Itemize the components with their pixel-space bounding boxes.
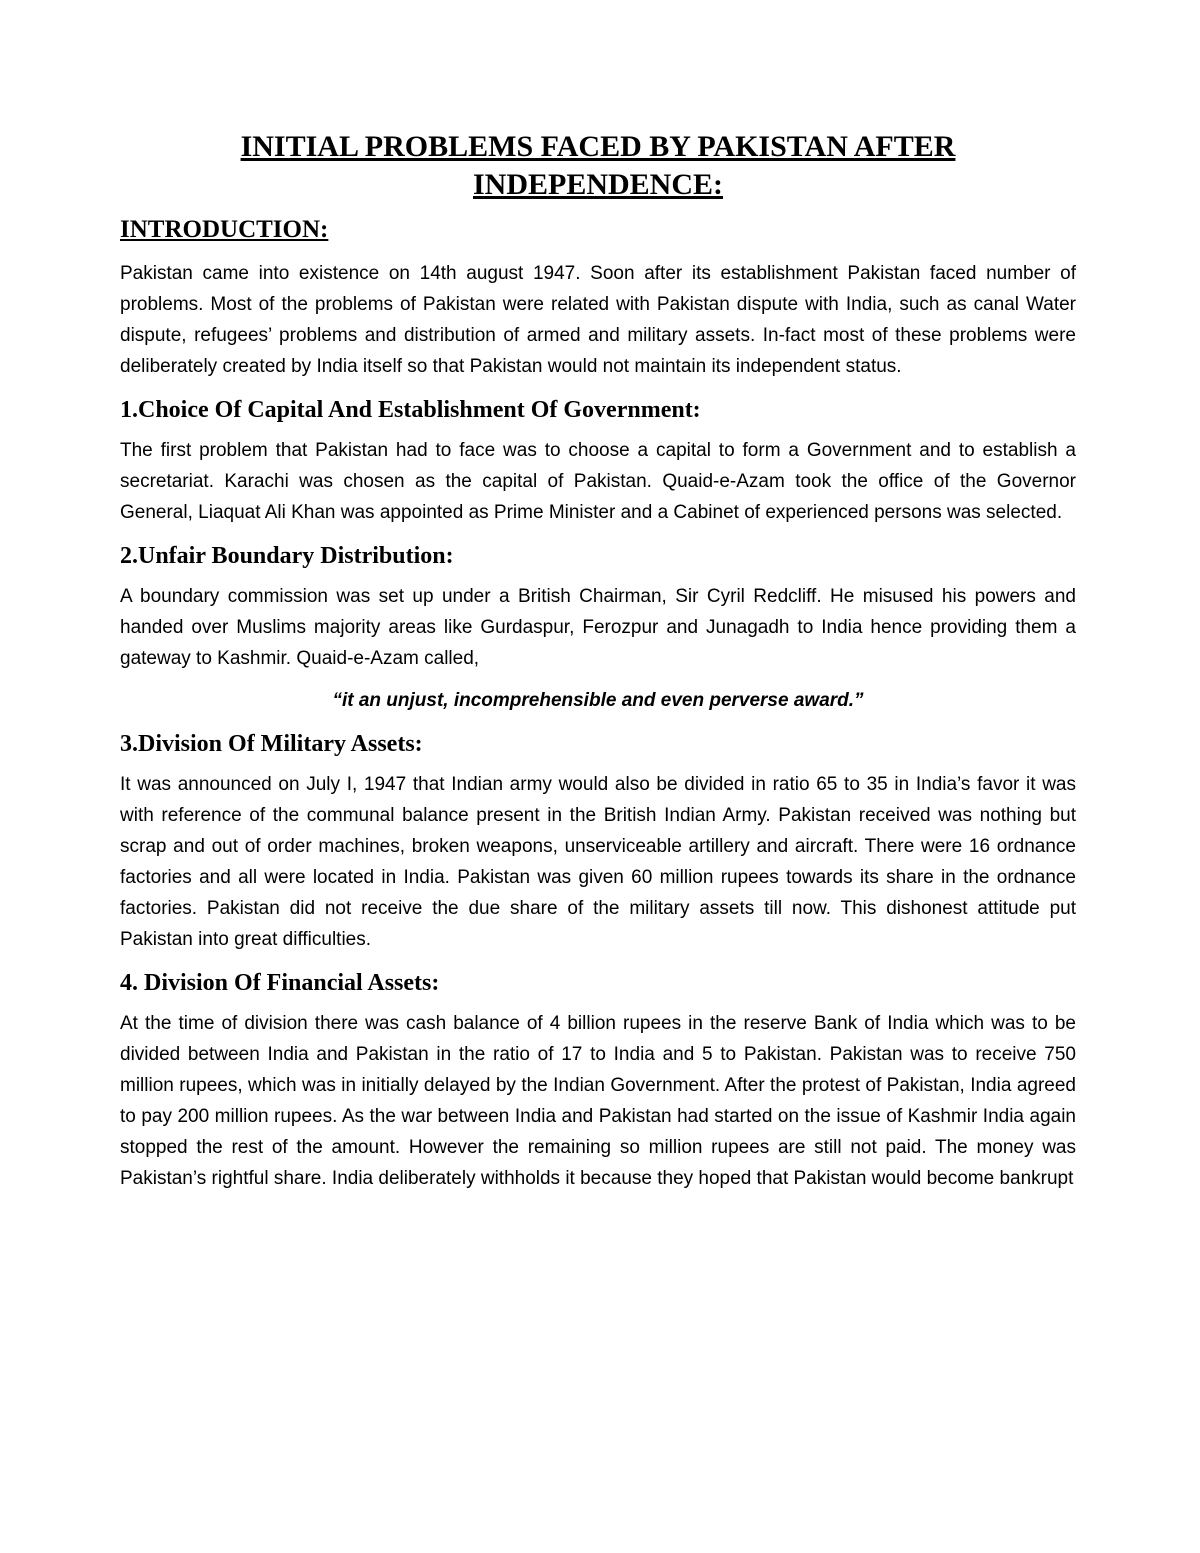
section-2-quote: “it an unjust, incomprehensible and even perverse award.”	[332, 690, 864, 711]
section-1-paragraph: The first problem that Pakistan had to face was to choose a capital to form a Government and to establish a secretariat. Karachi was chosen as the capital of Pakistan. Quaid-e-Azam took the office of the Governor General, Liaquat Ali Khan was appointed as Prime Minister and a Cabinet of experienced persons was selected.	[120, 440, 1076, 523]
intro-heading: INTRODUCTION:	[120, 216, 329, 243]
section-3-paragraph: It was announced on July I, 1947 that Indian army would also be divided in ratio 65 to 35 in India’s favor it was with reference of the communal balance present in the British Indian Army. Pakistan received was nothing but scrap and out of order machines, broken weapons, unserviceable artillery and aircraft. There were 16 ordnance factories and all were located in India. Pakistan was given 60 million rupees towards its share in the ordnance factories. Pakistan did not receive the due share of the military assets till now. This dishonest attitude put Pakistan into great difficulties.	[120, 774, 1076, 950]
document-title	[120, 128, 1076, 204]
title-line-1: INITIAL PROBLEMS FACED BY PAKISTAN AFTER	[240, 130, 956, 163]
section-4-paragraph: At the time of division there was cash balance of 4 billion rupees in the reserve Bank of India which was to be divided between India and Pakistan in the ratio of 17 to India and 5 to Pakistan. Pakistan was to receive 750 million rupees, which was in initially delayed by the Indian Government. After the protest of Pakistan, India agreed to pay 200 million rupees. As the war between India and Pakistan had started on the issue of Kashmir India again stopped the rest of the amount. However the remaining so million rupees are still not paid. The money was Pakistan’s rightful share. India deliberately withholds it because they hoped that Pakistan would become bankrupt	[120, 1013, 1076, 1189]
section-4-heading: 4. Division Of Financial Assets:	[120, 970, 440, 996]
title-line-2: INDEPENDENCE:	[472, 168, 724, 201]
section-2-heading: 2.Unfair Boundary Distribution:	[120, 543, 454, 569]
section-2-paragraph: A boundary commission was set up under a British Chairman, Sir Cyril Redcliff. He misused his powers and handed over Muslims majority areas like Gurdaspur, Ferozpur and Junagadh to India hence providing them a gateway to Kashmir. Quaid-e-Azam called,	[120, 586, 1076, 669]
section-1-heading: 1.Choice Of Capital And Establishment Of Government:	[120, 397, 701, 423]
section-3-heading: 3.Division Of Military Assets:	[120, 731, 423, 757]
intro-paragraph: Pakistan came into existence on 14th august 1947. Soon after its establishment Pakistan faced number of problems. Most of the problems of Pakistan were related with Pakistan dispute with India, such as canal Water dispute, refugees’ problems and distribution of armed and military assets. In-fact most of these problems were deliberately created by India itself so that Pakistan would not maintain its independent status.	[120, 263, 1076, 377]
document-page	[120, 128, 1076, 1207]
